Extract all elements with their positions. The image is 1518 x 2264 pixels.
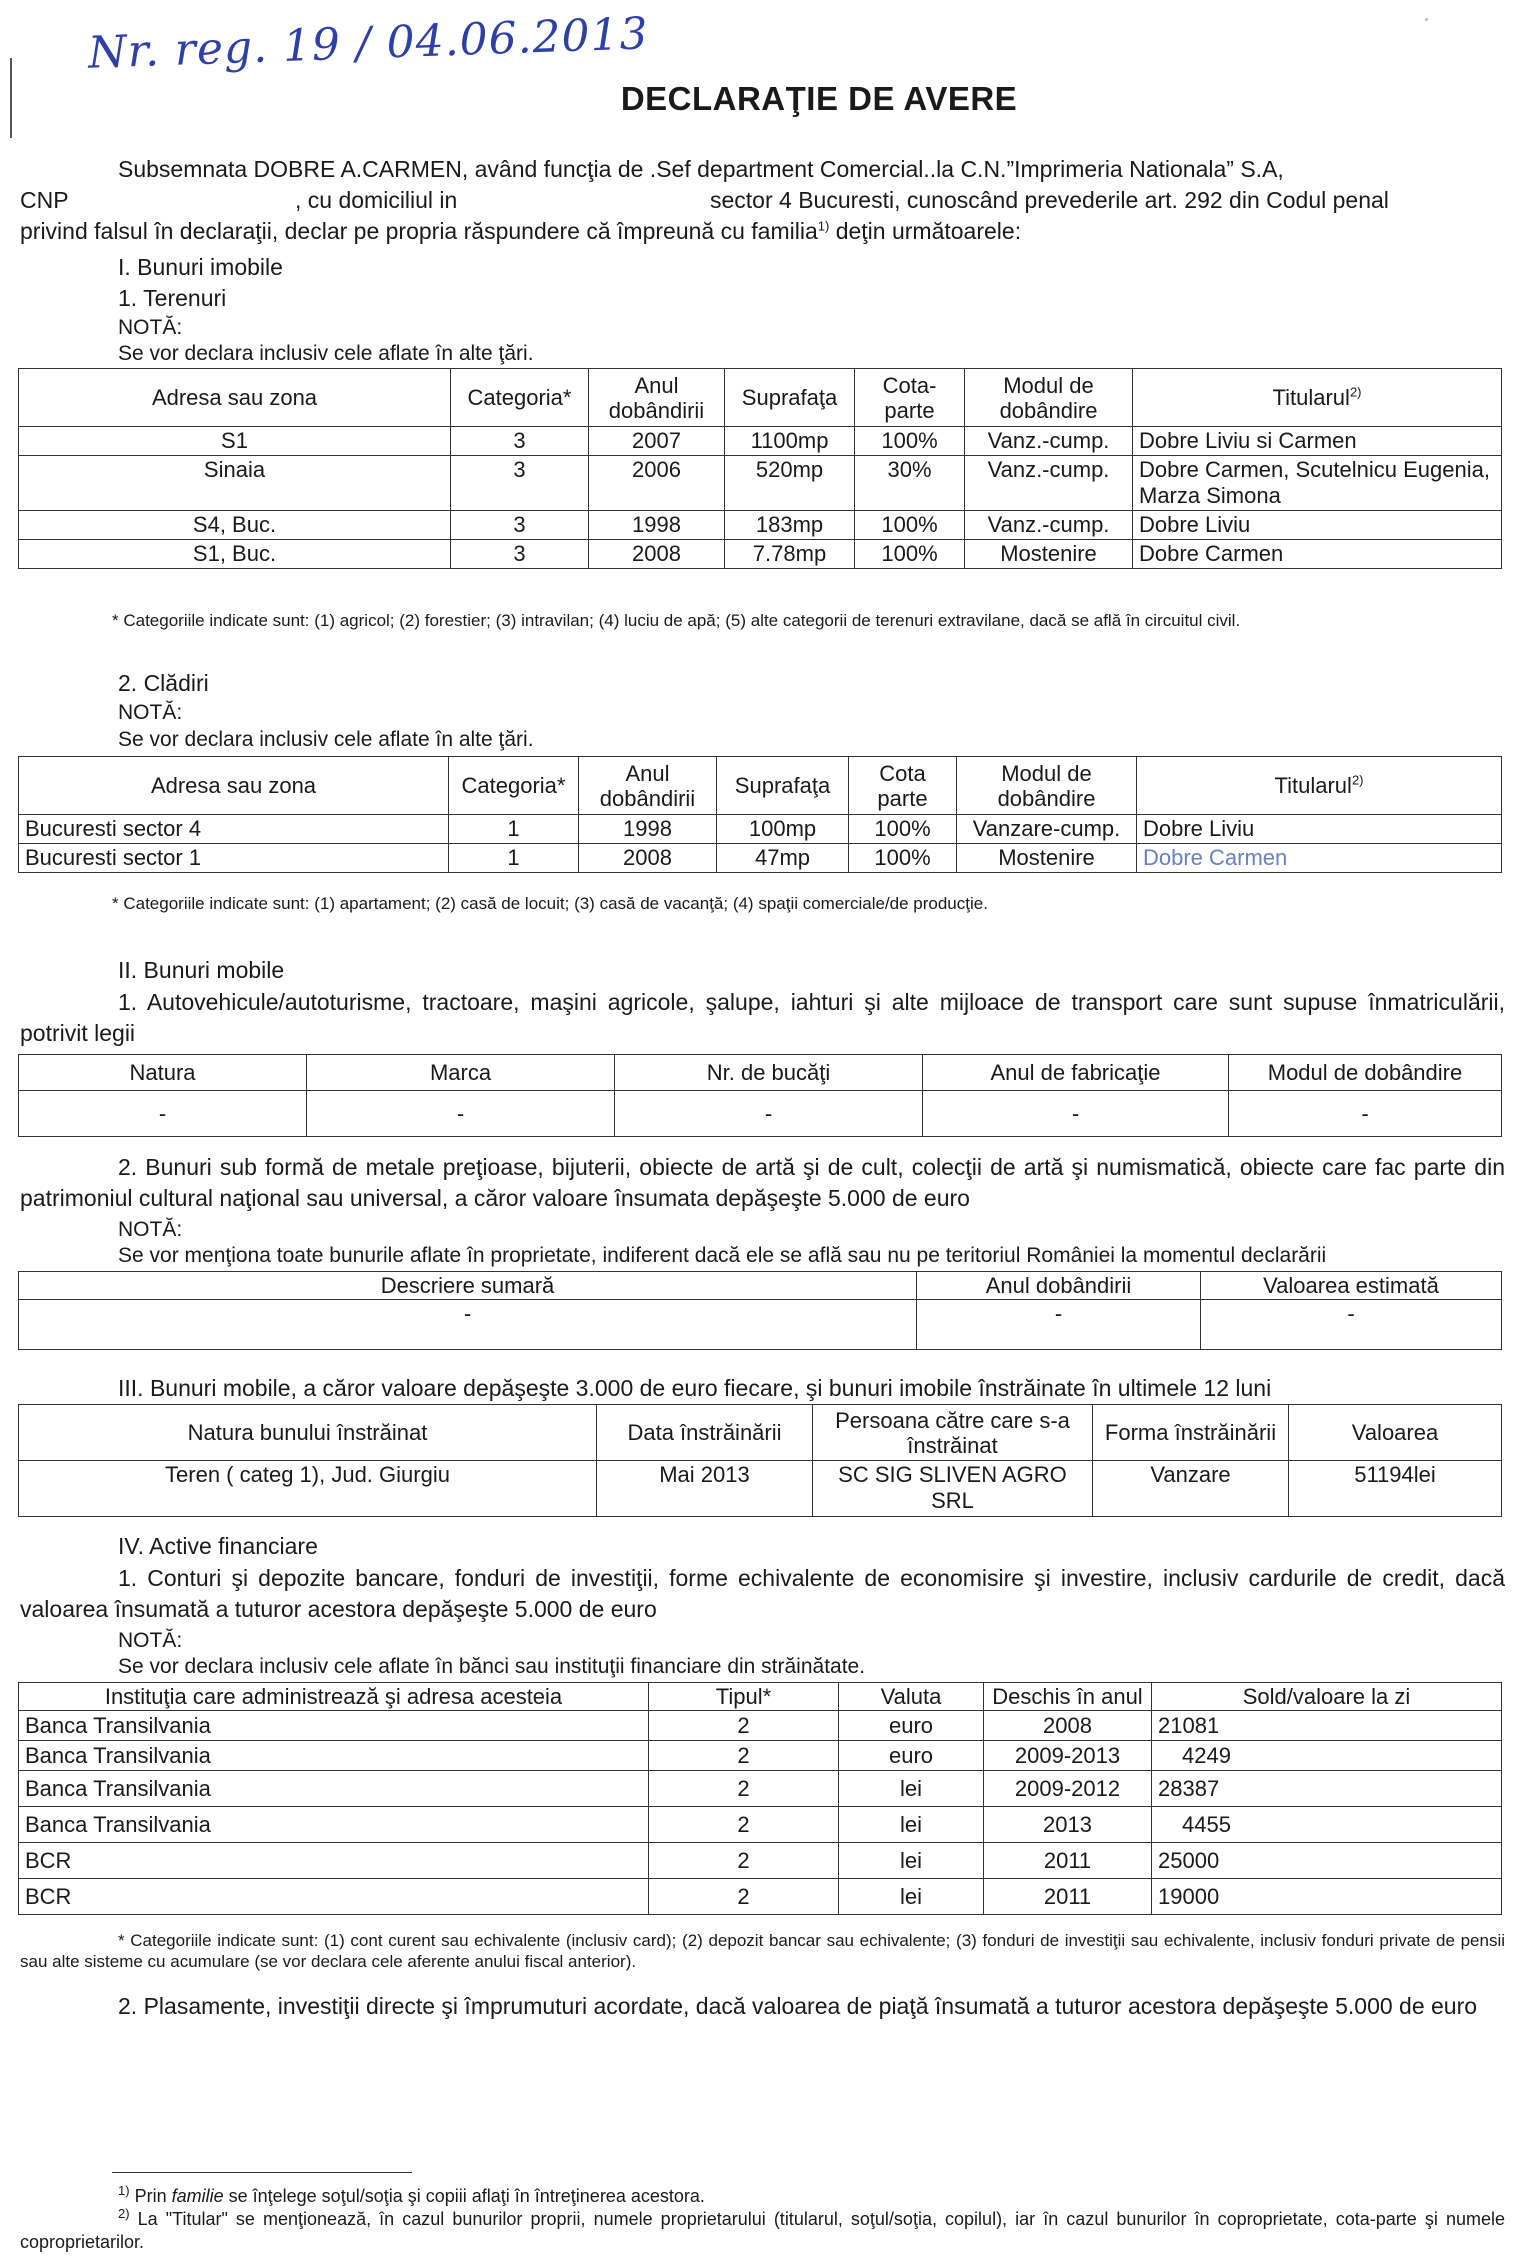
table-cell: 3: [451, 456, 589, 511]
table-cell: 1998: [589, 511, 725, 540]
table-cell: 3: [451, 427, 589, 456]
column-header: Persoana către care s-a înstrăinat: [813, 1405, 1093, 1461]
table-cell: Mostenire: [965, 540, 1133, 569]
table-cell: 1998: [579, 815, 717, 844]
intro-line-2-rest: sector 4 Bucuresti, cunoscând prevederile art. 292 din Codul penal: [710, 187, 1389, 213]
table-row: [19, 1741, 1502, 1771]
column-header: Anul dobândirii: [917, 1272, 1201, 1300]
table-cell: 520mp: [725, 456, 855, 511]
handwritten-registration-note: Nr. reg. 19 / 04.06.2013: [87, 8, 650, 79]
table-cell: lei: [839, 1771, 984, 1807]
table-cell: Teren ( categ 1), Jud. Giurgiu: [19, 1461, 597, 1517]
table-cell: 30%: [855, 456, 965, 511]
vehicles-table: [18, 1054, 1502, 1137]
footnote-separator: [112, 2172, 412, 2173]
table-cell: 2: [649, 1843, 839, 1879]
column-header: Adresa sau zona: [19, 757, 449, 815]
column-header: Marca: [307, 1055, 615, 1091]
bank-accounts-subheading: 1. Conturi şi depozite bancare, fonduri de investiţii, forme echivalente de economisire şi investire, inclusiv cardurile de credit, dacă valoarea însumată a tuturor acestora depăşeşte 5.000 de euro: [20, 1565, 1505, 1622]
table-cell: 2008: [579, 844, 717, 873]
buildings-table: [18, 756, 1502, 873]
footnote-1: $^{1)}$ Prin familie se înţelege soţul/soţia şi copiii aflaţi în întreţinerea acestora.: [118, 2183, 705, 2206]
land-subheading: 1. Terenuri: [118, 285, 227, 311]
section-2-heading: II. Bunuri mobile: [118, 957, 285, 983]
table-cell: 2: [649, 1771, 839, 1807]
table-cell: -: [1229, 1091, 1502, 1137]
table-cell: 2011: [984, 1843, 1152, 1879]
bank-note-text: Se vor declara inclusiv cele aflate în bănci sau instituţii financiare din străinătate.: [118, 1655, 866, 1678]
table-cell: 47mp: [717, 844, 849, 873]
table-row: [19, 1807, 1502, 1843]
table-cell: 28387: [1152, 1771, 1502, 1807]
table-cell: 2: [649, 1807, 839, 1843]
table-cell: Mostenire: [957, 844, 1137, 873]
intro-paragraph: [20, 154, 1500, 247]
table-cell: Vanzare-cump.: [957, 815, 1137, 844]
table-cell: Banca Transilvania: [19, 1771, 649, 1807]
table-cell: BCR: [19, 1879, 649, 1915]
vehicles-subheading: 1. Autovehicule/autoturisme, tractoare, maşini agricole, şalupe, iahturi şi alte mijloace de transport care sunt supuse înmatriculării, potrivit legii: [20, 989, 1505, 1046]
table-cell: -: [19, 1300, 917, 1350]
table-cell: Dobre Liviu: [1133, 511, 1502, 540]
table-cell: 100%: [855, 540, 965, 569]
table-cell: 100mp: [717, 815, 849, 844]
column-header: Anul de fabricaţie: [923, 1055, 1229, 1091]
table-header-row: [19, 1683, 1502, 1711]
column-header: Valoarea estimată: [1201, 1272, 1502, 1300]
scan-speck: [1425, 18, 1428, 21]
table-header-row: [19, 757, 1502, 815]
buildings-note-text: Se vor declara inclusiv cele aflate în alte ţări.: [118, 728, 534, 751]
alienated-assets-table: [18, 1404, 1502, 1517]
table-cell: 2011: [984, 1879, 1152, 1915]
table-cell: Vanz.-cump.: [965, 427, 1133, 456]
table-header-row: [19, 1405, 1502, 1461]
column-header: Valuta: [839, 1683, 984, 1711]
table-cell: 2013: [984, 1807, 1152, 1843]
table-row: [19, 815, 1502, 844]
table-cell: -: [615, 1091, 923, 1137]
table-cell: Banca Transilvania: [19, 1741, 649, 1771]
column-header: Forma înstrăinării: [1093, 1405, 1289, 1461]
table-cell: -: [307, 1091, 615, 1137]
table-cell: 3: [451, 511, 589, 540]
table-row: [19, 456, 1502, 511]
column-header: Anul dobândirii: [579, 757, 717, 815]
table-row: [19, 1879, 1502, 1915]
table-cell: Banca Transilvania: [19, 1711, 649, 1741]
table-cell: 100%: [855, 427, 965, 456]
table-row: [19, 1461, 1502, 1517]
bank-category-footnote: * Categoriile indicate sunt: (1) cont curent sau echivalente (inclusiv card); (2) depozit bancar sau echivalente; (3) fonduri de investiţii sau echivalente, inclusiv fonduri private de pensii sau alte sisteme cu acumulare (se vor declara cele aferente anului fiscal anterior).: [20, 1931, 1505, 1971]
valuables-note-text: Se vor menţiona toate bunurile aflate în proprietate, indiferent dacă ele se află sau nu pe teritoriul României la momentul declarării: [118, 1244, 1327, 1267]
table-cell: 100%: [849, 815, 957, 844]
table-cell: 2007: [589, 427, 725, 456]
investments-subheading: 2. Plasamente, investiţii directe şi împrumuturi acordate, dacă valoarea de piaţă însumată a tuturor acestora depăşeşte 5.000 de euro: [118, 1993, 1478, 2019]
table-cell: Mai 2013: [597, 1461, 813, 1517]
column-header: Suprafaţa: [725, 369, 855, 427]
table-row: [19, 1711, 1502, 1741]
table-header-row: [19, 369, 1502, 427]
table-cell: S1: [19, 427, 451, 456]
valuables-note-label: NOTĂ:: [118, 1218, 183, 1241]
table-header-row: [19, 1055, 1502, 1091]
land-note-label: NOTĂ:: [118, 316, 183, 339]
table-cell: Bucuresti sector 1: [19, 844, 449, 873]
column-header: Cota parte: [849, 757, 957, 815]
table-row: [19, 1843, 1502, 1879]
buildings-category-footnote: * Categoriile indicate sunt: (1) apartament; (2) casă de locuit; (3) casă de vacanţă; (4) spaţii comerciale/de producţie.: [112, 894, 988, 913]
footnote-2: $^{2)}$ La "Titular" se menţionează, în cazul bunurilor proprii, numele proprietarului (titularul, soţul/soţia, copilul), iar în cazul bunurilor în coproprietate, cota-parte şi numele coproprietarilor.: [20, 2206, 1505, 2252]
column-header: Categoria*: [449, 757, 579, 815]
table-cell: 2009-2012: [984, 1771, 1152, 1807]
cnp-label: CNP: [20, 187, 69, 213]
table-cell: Vanz.-cump.: [965, 511, 1133, 540]
column-header: Modul de dobândire: [965, 369, 1133, 427]
table-cell: BCR: [19, 1843, 649, 1879]
table-cell: Vanzare: [1093, 1461, 1289, 1517]
table-row: [19, 540, 1502, 569]
table-cell: 51194lei: [1289, 1461, 1502, 1517]
table-cell: 1: [449, 844, 579, 873]
table-cell: 7.78mp: [725, 540, 855, 569]
table-cell: 2008: [589, 540, 725, 569]
table-cell: Sinaia: [19, 456, 451, 511]
intro-line-2: [20, 185, 1500, 216]
domicile-label: , cu domiciliul in: [295, 187, 458, 213]
bank-accounts-table: [18, 1682, 1502, 1915]
table-cell: SC SIG SLIVEN AGRO SRL: [813, 1461, 1093, 1517]
table-cell: 2009-2013: [984, 1741, 1152, 1771]
table-cell: Dobre Carmen, Scutelnicu Eugenia, Marza Simona: [1133, 456, 1502, 511]
table-header-row: [19, 1272, 1502, 1300]
column-header: Cota-parte: [855, 369, 965, 427]
column-header: Valoarea: [1289, 1405, 1502, 1461]
table-cell: 19000: [1152, 1879, 1502, 1915]
section-3-heading: III. Bunuri mobile, a căror valoare depăşeşte 3.000 de euro fiecare, şi bunuri imobile înstrăinate în ultimele 12 luni: [118, 1375, 1272, 1401]
column-header: Descriere sumară: [19, 1272, 917, 1300]
table-cell: 2006: [589, 456, 725, 511]
column-header: Titularul$^{2)}$: [1133, 369, 1502, 427]
table-cell: -: [923, 1091, 1229, 1137]
table-cell: Dobre Carmen: [1137, 844, 1502, 873]
table-cell: 1: [449, 815, 579, 844]
column-header: Nr. de bucăţi: [615, 1055, 923, 1091]
table-row: [19, 1300, 1502, 1350]
table-cell: euro: [839, 1741, 984, 1771]
section-1-heading: I. Bunuri imobile: [118, 254, 283, 280]
table-cell: 100%: [855, 511, 965, 540]
column-header: Tipul*: [649, 1683, 839, 1711]
land-category-footnote: * Categoriile indicate sunt: (1) agricol; (2) forestier; (3) intravilan; (4) luciu de apă; (5) alte categorii de terenuri extravilane, dacă se află în circuitul civil.: [112, 611, 1241, 630]
table-cell: Dobre Liviu si Carmen: [1133, 427, 1502, 456]
column-header: Modul de dobândire: [957, 757, 1137, 815]
valuables-subheading: 2. Bunuri sub formă de metale preţioase, bijuterii, obiecte de artă şi de cult, colecţii de artă şi numismatică, obiecte care fac parte din patrimoniul cultural naţional sau universal, a căror valoare însumata depăşeşte 5.000 de euro: [20, 1154, 1505, 1211]
column-header: Suprafaţa: [717, 757, 849, 815]
section-4-heading: IV. Active financiare: [118, 1533, 318, 1559]
table-row: [19, 511, 1502, 540]
table-cell: 4249: [1152, 1741, 1502, 1771]
table-cell: 2008: [984, 1711, 1152, 1741]
column-header: Natura: [19, 1055, 307, 1091]
table-cell: 2: [649, 1879, 839, 1915]
column-header: Categoria*: [451, 369, 589, 427]
table-cell: S1, Buc.: [19, 540, 451, 569]
column-header: Natura bunului înstrăinat: [19, 1405, 597, 1461]
table-cell: 183mp: [725, 511, 855, 540]
table-cell: 21081: [1152, 1711, 1502, 1741]
table-cell: 3: [451, 540, 589, 569]
land-table: [18, 368, 1502, 569]
column-header: Adresa sau zona: [19, 369, 451, 427]
intro-line-1: Subsemnata DOBRE A.CARMEN, având funcţia de .Sef department Comercial..la C.N.”Imprimeria Nationala” S.A,: [118, 156, 1284, 182]
column-header: Sold/valoare la zi: [1152, 1683, 1502, 1711]
table-cell: 25000: [1152, 1843, 1502, 1879]
table-cell: S4, Buc.: [19, 511, 451, 540]
document-title: DECLARAŢIE DE AVERE: [620, 80, 1018, 117]
table-cell: lei: [839, 1807, 984, 1843]
table-cell: euro: [839, 1711, 984, 1741]
table-cell: Vanz.-cump.: [965, 456, 1133, 511]
table-cell: 1100mp: [725, 427, 855, 456]
column-header: Deschis în anul: [984, 1683, 1152, 1711]
table-cell: -: [1201, 1300, 1502, 1350]
column-header: Data înstrăinării: [597, 1405, 813, 1461]
valuables-table: [18, 1271, 1502, 1350]
table-cell: lei: [839, 1879, 984, 1915]
table-cell: Dobre Carmen: [1133, 540, 1502, 569]
table-cell: lei: [839, 1843, 984, 1879]
column-header: Instituţia care administrează şi adresa acesteia: [19, 1683, 649, 1711]
land-note-text: Se vor declara inclusiv cele aflate în alte ţări.: [118, 342, 534, 365]
table-cell: -: [917, 1300, 1201, 1350]
bank-note-label: NOTĂ:: [118, 1629, 183, 1652]
table-cell: -: [19, 1091, 307, 1137]
column-header: Titularul$^{2)}$: [1137, 757, 1502, 815]
table-cell: 100%: [849, 844, 957, 873]
table-cell: 4455: [1152, 1807, 1502, 1843]
buildings-note-label: NOTĂ:: [118, 701, 183, 724]
table-row: [19, 427, 1502, 456]
column-header: Modul de dobândire: [1229, 1055, 1502, 1091]
table-row: [19, 1771, 1502, 1807]
table-row: [19, 844, 1502, 873]
column-header: Anul dobândirii: [589, 369, 725, 427]
table-cell: Bucuresti sector 4: [19, 815, 449, 844]
table-cell: 2: [649, 1741, 839, 1771]
table-cell: Dobre Liviu: [1137, 815, 1502, 844]
table-cell: 2: [649, 1711, 839, 1741]
table-row: [19, 1091, 1502, 1137]
table-cell: Banca Transilvania: [19, 1807, 649, 1843]
buildings-subheading: 2. Clădiri: [118, 670, 209, 696]
intro-line-3: privind falsul în declaraţii, declar pe propria răspundere că împreună cu familia$^{1)}$ deţin următoarele:: [20, 218, 1022, 244]
